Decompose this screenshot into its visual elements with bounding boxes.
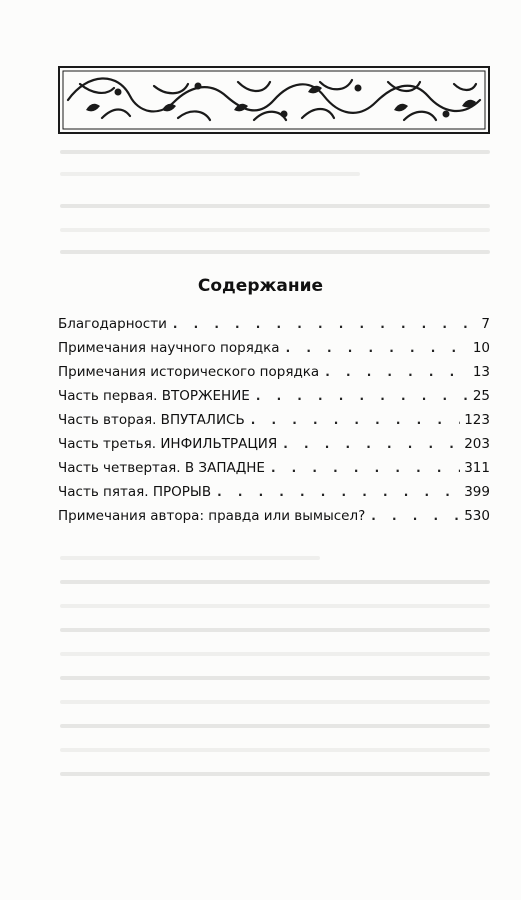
toc-entry-label: Примечания автора: правда или вымысел? xyxy=(58,508,366,524)
bleed-through-line xyxy=(60,724,490,728)
dot-leader xyxy=(325,365,468,379)
bleed-through-line xyxy=(60,772,490,776)
bleed-through-line xyxy=(60,748,490,752)
dot-leader xyxy=(283,437,460,451)
toc-entry[interactable] xyxy=(58,508,490,532)
toc-entry-page: 399 xyxy=(464,484,490,500)
toc-entry-label: Примечания научного порядка xyxy=(58,340,280,356)
dot-leader xyxy=(371,509,460,523)
bleed-through-line xyxy=(60,676,490,680)
toc-entry-label: Часть вторая. ВПУТАЛИСЬ xyxy=(58,412,245,428)
ornamental-header-icon xyxy=(58,66,490,134)
bleed-through-line xyxy=(60,228,490,232)
toc-entry-label: Часть третья. ИНФИЛЬТРАЦИЯ xyxy=(58,436,278,452)
toc-entry-page: 123 xyxy=(464,412,490,428)
bleed-through-line xyxy=(60,204,490,208)
toc-entry[interactable] xyxy=(58,316,490,340)
toc-entry[interactable] xyxy=(58,460,490,484)
bleed-through-line xyxy=(60,628,490,632)
toc-entry-label: Примечания исторического порядка xyxy=(58,364,320,380)
bleed-through-line xyxy=(60,556,320,560)
toc-entry[interactable] xyxy=(58,484,490,508)
toc-list xyxy=(58,316,490,532)
toc-entry[interactable] xyxy=(58,412,490,436)
toc-entry-label: Часть четвертая. В ЗАПАДНЕ xyxy=(58,460,265,476)
toc-entry[interactable] xyxy=(58,436,490,460)
toc-entry-label: Благодарности xyxy=(58,316,167,332)
bleed-through-line xyxy=(60,700,490,704)
toc-entry[interactable] xyxy=(58,340,490,364)
toc-entry-page: 530 xyxy=(464,508,490,524)
toc-entry[interactable] xyxy=(58,388,490,412)
dot-leader xyxy=(271,461,460,475)
bleed-through-line xyxy=(60,652,490,656)
toc-entry-page: 7 xyxy=(481,316,490,332)
toc-entry-page: 13 xyxy=(472,364,490,380)
dot-leader xyxy=(173,317,468,331)
toc-entry-page: 311 xyxy=(464,460,490,476)
toc-entry-label: Часть первая. ВТОРЖЕНИЕ xyxy=(58,388,250,404)
dot-leader xyxy=(256,389,468,403)
toc-entry-page: 10 xyxy=(472,340,490,356)
toc-entry[interactable] xyxy=(58,364,490,388)
dot-leader xyxy=(217,485,460,499)
bleed-through-line xyxy=(60,580,490,584)
bleed-through-line xyxy=(60,604,490,608)
toc-entry-page: 25 xyxy=(472,388,490,404)
toc-entry-page: 203 xyxy=(464,436,490,452)
bleed-through-line xyxy=(60,250,490,254)
toc-title: Содержание xyxy=(197,276,324,296)
bleed-through-line xyxy=(60,172,360,176)
dot-leader xyxy=(251,413,460,427)
toc-entry-label: Часть пятая. ПРОРЫВ xyxy=(58,484,212,500)
bleed-through-line xyxy=(60,150,490,154)
dot-leader xyxy=(286,341,468,355)
